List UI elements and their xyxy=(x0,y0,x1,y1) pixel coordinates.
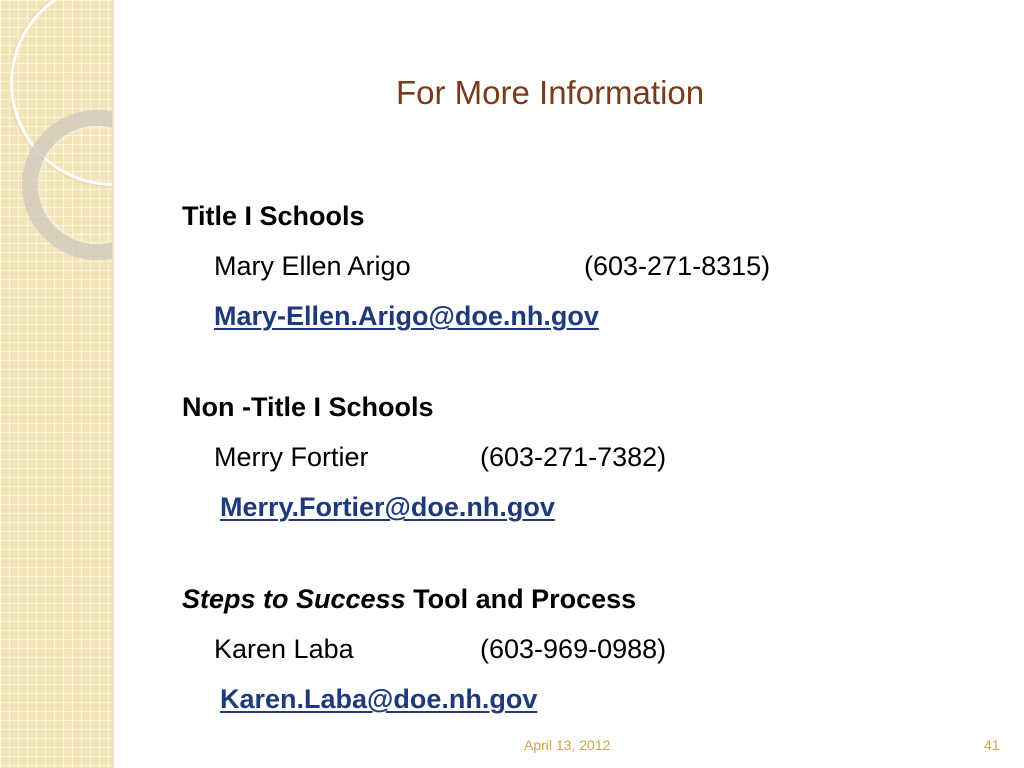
decorative-sidebar xyxy=(0,0,114,768)
contact-phone: (603-271-8315) xyxy=(584,251,771,281)
section-heading-non-title-i: Non -Title I Schools xyxy=(182,392,434,422)
contact-name: Mary Ellen Arigo xyxy=(214,251,411,281)
contact-email-link[interactable]: Karen.Laba@doe.nh.gov xyxy=(220,684,538,714)
contact-phone: (603-969-0988) xyxy=(480,634,667,664)
heading-rest-part: Tool and Process xyxy=(405,584,637,614)
slide-title: For More Information xyxy=(396,74,705,111)
contact-name: Karen Laba xyxy=(214,634,354,664)
section-heading-title-i: Title I Schools xyxy=(182,201,365,231)
sidebar-edge xyxy=(112,0,115,768)
contact-phone: (603-271-7382) xyxy=(480,442,667,472)
heading-italic-part: Steps to Success xyxy=(182,584,406,614)
contact-name: Merry Fortier xyxy=(214,442,369,472)
contact-email-link[interactable]: Merry.Fortier@doe.nh.gov xyxy=(220,492,555,522)
page-number: 41 xyxy=(984,737,1000,753)
contact-email-link[interactable]: Mary-Ellen.Arigo@doe.nh.gov xyxy=(214,301,599,331)
footer-date: April 13, 2012 xyxy=(524,737,611,753)
section-heading-steps-to-success xyxy=(182,584,636,615)
